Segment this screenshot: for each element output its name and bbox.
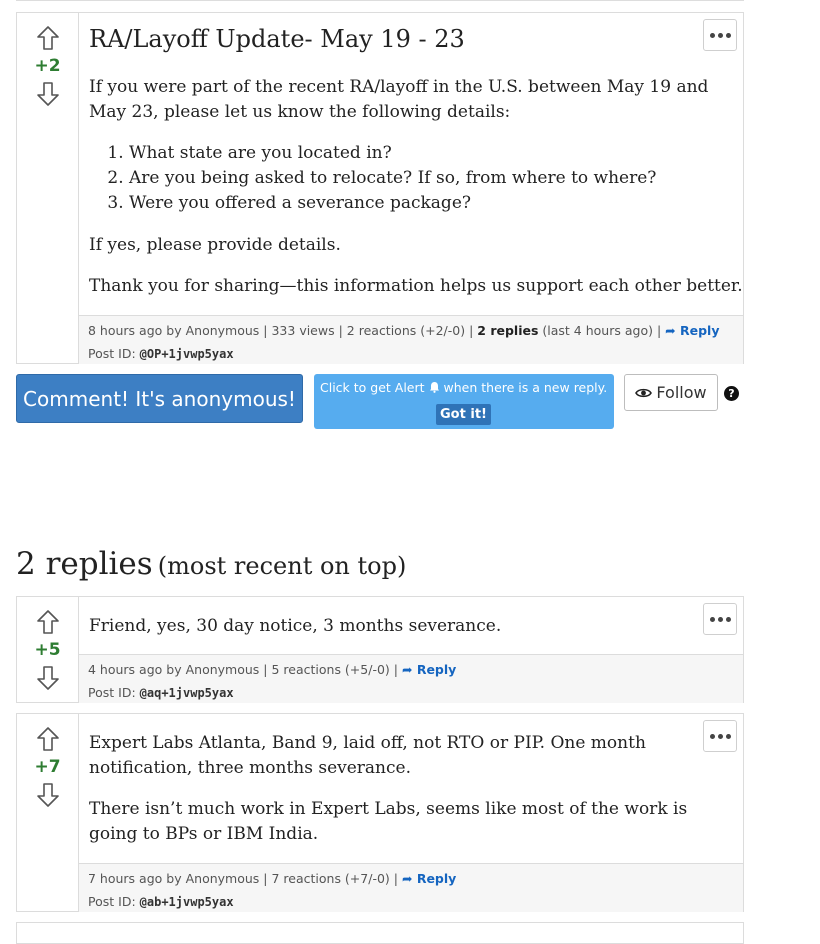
reaction-count: 5 reactions (+5/-0) xyxy=(271,662,390,677)
post-id-line xyxy=(88,346,234,361)
meta-line: 7 hours ago by Anonymous | 7 reactions (+7/-0) | ➦ Reply xyxy=(88,871,457,886)
more-options-button[interactable] xyxy=(703,603,737,635)
more-options-button[interactable] xyxy=(703,19,737,51)
vote-column xyxy=(17,597,79,702)
question-list xyxy=(89,141,729,216)
downvote-arrow-icon[interactable] xyxy=(36,665,60,691)
bell-icon xyxy=(429,381,440,393)
reply-link[interactable] xyxy=(402,871,456,886)
list-item: 2. Are you being asked to relocate? If so, from where to where? xyxy=(129,166,729,191)
post-time: 8 hours ago xyxy=(88,323,163,338)
replies-count: 2 replies xyxy=(16,546,153,582)
reply-post xyxy=(16,596,744,703)
reply-link[interactable] xyxy=(402,662,456,677)
reply-arrow-icon: ➦ xyxy=(401,662,413,677)
post-title: RA/Layoff Update- May 19 - 23 xyxy=(89,25,465,53)
reply-arrow-icon: ➦ xyxy=(401,871,413,886)
by-label: by xyxy=(166,323,182,338)
reply-label: Reply xyxy=(679,323,720,338)
follow-label: Follow xyxy=(656,383,707,402)
author: Anonymous xyxy=(185,323,260,338)
reply-text: Friend, yes, 30 day notice, 3 months severance. xyxy=(89,616,502,636)
list-item: 1. What state are you located in? xyxy=(129,141,729,166)
meta-line: 8 hours ago by Anonymous | 333 views | 2 reactions (+2/-0) | 2 replies (last 4 hours ago) | ➦ Reply xyxy=(88,323,720,338)
more-dots-icon xyxy=(710,33,715,38)
post-id-label: Post ID: xyxy=(88,894,136,909)
post-paragraph: Thank you for sharing—this information helps us support each other better. xyxy=(89,276,743,296)
reply-label: Reply xyxy=(416,871,457,886)
reply-text: Expert Labs Atlanta, Band 9, laid off, not RTO or PIP. One month notification, three months severance. xyxy=(89,733,646,778)
by-label: by xyxy=(166,871,182,886)
replies-heading xyxy=(16,546,406,582)
alert-box xyxy=(314,374,614,429)
upvote-arrow-icon[interactable] xyxy=(36,25,60,51)
vote-score: +7 xyxy=(34,757,61,777)
main-post xyxy=(16,12,744,364)
post-id: @ab+1jvwp5yax xyxy=(139,895,234,909)
reply-content xyxy=(79,597,743,655)
upvote-arrow-icon[interactable] xyxy=(36,609,60,635)
post-id: @OP+1jvwp5yax xyxy=(139,347,234,361)
reply-count: 2 replies xyxy=(477,323,539,338)
view-count: 333 views xyxy=(271,323,335,338)
post-content xyxy=(79,13,743,316)
question-icon[interactable]: ? xyxy=(724,386,739,401)
post-id-label: Post ID: xyxy=(88,685,136,700)
post-id-line xyxy=(88,894,234,909)
post-intro: If you were part of the recent RA/layoff in the U.S. between May 19 and May 23, please let us know the following details: xyxy=(89,77,709,122)
by-label: by xyxy=(166,662,182,677)
more-dots-icon xyxy=(726,33,731,38)
replies-sort-note: (most recent on top) xyxy=(157,552,407,580)
reply-label: Reply xyxy=(416,662,457,677)
alert-text-before: Click to get Alert xyxy=(320,380,425,395)
reply-link[interactable] xyxy=(665,323,719,338)
reply-post xyxy=(16,713,744,912)
vote-column xyxy=(17,13,79,363)
last-reply-time: (last 4 hours ago) xyxy=(542,323,653,338)
alert-text-after: when there is a new reply. xyxy=(443,380,608,395)
more-dots-icon xyxy=(718,734,723,739)
alert-text[interactable] xyxy=(320,380,607,395)
more-dots-icon xyxy=(710,617,715,622)
reply-meta xyxy=(79,654,743,703)
post-id-label: Post ID: xyxy=(88,346,136,361)
more-dots-icon xyxy=(726,617,731,622)
reply-content xyxy=(79,714,743,864)
post-id: @aq+1jvwp5yax xyxy=(139,686,234,700)
vote-score: +5 xyxy=(34,640,61,660)
reply-arrow-icon: ➦ xyxy=(665,323,676,338)
upvote-arrow-icon[interactable] xyxy=(36,726,60,752)
reply-time: 4 hours ago xyxy=(88,662,163,677)
more-dots-icon xyxy=(718,33,723,38)
vote-column xyxy=(17,714,79,911)
meta-line: 4 hours ago by Anonymous | 5 reactions (+5/-0) | ➦ Reply xyxy=(88,662,457,677)
vote-score: +2 xyxy=(34,56,61,76)
reaction-count: 2 reactions (+2/-0) xyxy=(346,323,466,338)
post-id-line xyxy=(88,685,234,700)
reply-time: 7 hours ago xyxy=(88,871,163,886)
eye-icon xyxy=(635,387,652,399)
top-divider xyxy=(16,0,744,1)
reply-text: There isn’t much work in Expert Labs, seems like most of the work is going to BPs or IBM India. xyxy=(89,799,688,844)
downvote-arrow-icon[interactable] xyxy=(36,81,60,107)
post-meta xyxy=(79,315,743,364)
author: Anonymous xyxy=(185,871,260,886)
next-post-edge xyxy=(16,922,744,944)
author: Anonymous xyxy=(185,662,260,677)
reaction-count: 7 reactions (+7/-0) xyxy=(271,871,390,886)
follow-button[interactable] xyxy=(624,374,718,411)
more-dots-icon xyxy=(726,734,731,739)
post-paragraph: If yes, please provide details. xyxy=(89,235,341,255)
comment-button[interactable]: Comment! It's anonymous! xyxy=(16,374,303,423)
got-it-button[interactable]: Got it! xyxy=(436,404,491,425)
reply-meta xyxy=(79,863,743,912)
downvote-arrow-icon[interactable] xyxy=(36,782,60,808)
more-dots-icon xyxy=(718,617,723,622)
list-item: 3. Were you offered a severance package? xyxy=(129,191,729,216)
